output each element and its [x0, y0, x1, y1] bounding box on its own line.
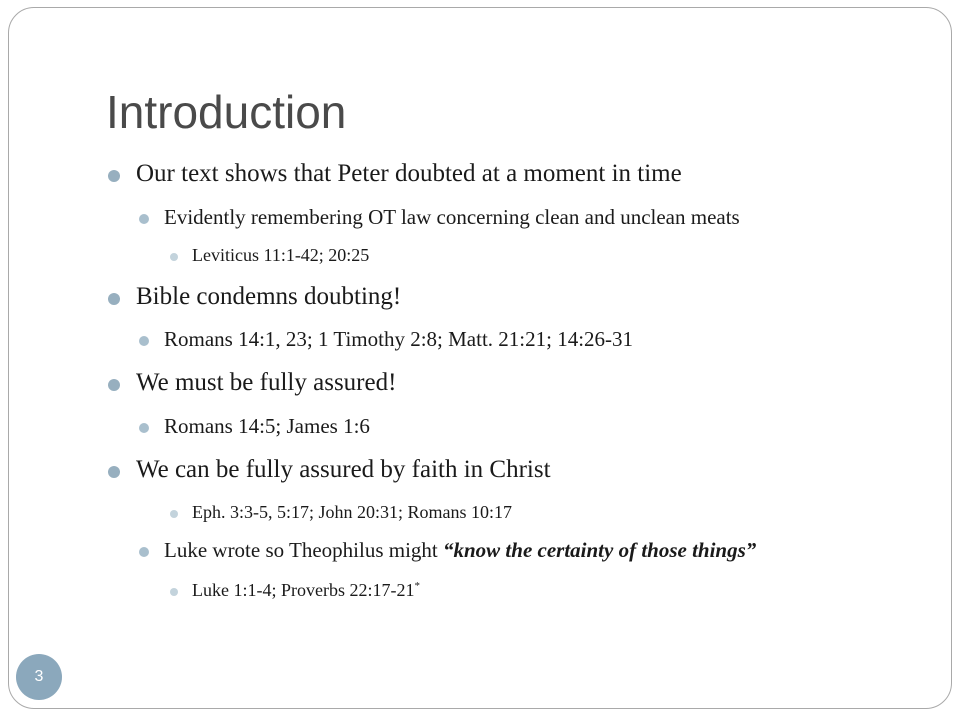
bullet-item	[136, 160, 682, 188]
bullet-dot-icon	[108, 293, 120, 305]
bullet-item	[136, 456, 551, 484]
bullet-text: Romans 14:5; James 1:6	[164, 414, 370, 438]
bullet-text: We must be fully assured!	[136, 369, 397, 396]
bullet-text: Leviticus 11:1-42; 20:25	[192, 245, 370, 265]
bullet-item	[192, 502, 512, 523]
bullet-item	[164, 414, 370, 439]
quote-text: “know the certainty of those things”	[443, 538, 757, 562]
bullet-item	[164, 327, 633, 352]
bullet-item	[164, 538, 756, 563]
bullet-dot-icon	[139, 423, 149, 433]
bullet-text: Evidently remembering OT law concerning clean and unclean meats	[164, 205, 740, 229]
bullet-dot-icon	[170, 253, 178, 261]
bullet-item	[192, 580, 420, 601]
bullet-text: Romans 14:1, 23; 1 Timothy 2:8; Matt. 21:21; 14:26-31	[164, 327, 634, 351]
bullet-dot-icon	[170, 588, 178, 596]
bullet-dot-icon	[108, 379, 120, 391]
bullet-item	[136, 369, 396, 397]
bullet-text: Luke 1:1-4; Proverbs 22:17-21	[192, 580, 415, 600]
bullet-text: Bible condemns doubting!	[136, 283, 402, 310]
bullet-text: Our text shows that Peter doubted at a moment in time	[136, 160, 682, 187]
bullet-text: Eph. 3:3-5, 5:17; John 20:31; Romans 10:17	[192, 502, 513, 522]
bullet-text: Luke wrote so Theophilus might	[164, 538, 443, 562]
bullet-item	[164, 205, 740, 230]
bullet-dot-icon	[170, 510, 178, 518]
page-number-badge: 3	[16, 654, 62, 700]
bullet-dot-icon	[108, 466, 120, 478]
bullet-dot-icon	[139, 547, 149, 557]
footnote-marker: *	[414, 580, 420, 592]
bullet-item	[136, 283, 401, 311]
bullet-dot-icon	[139, 336, 149, 346]
bullet-dot-icon	[139, 214, 149, 224]
slide-title: Introduction	[106, 86, 347, 138]
bullet-dot-icon	[108, 170, 120, 182]
bullet-text: We can be fully assured by faith in Christ	[136, 456, 551, 483]
bullet-item	[192, 245, 369, 266]
